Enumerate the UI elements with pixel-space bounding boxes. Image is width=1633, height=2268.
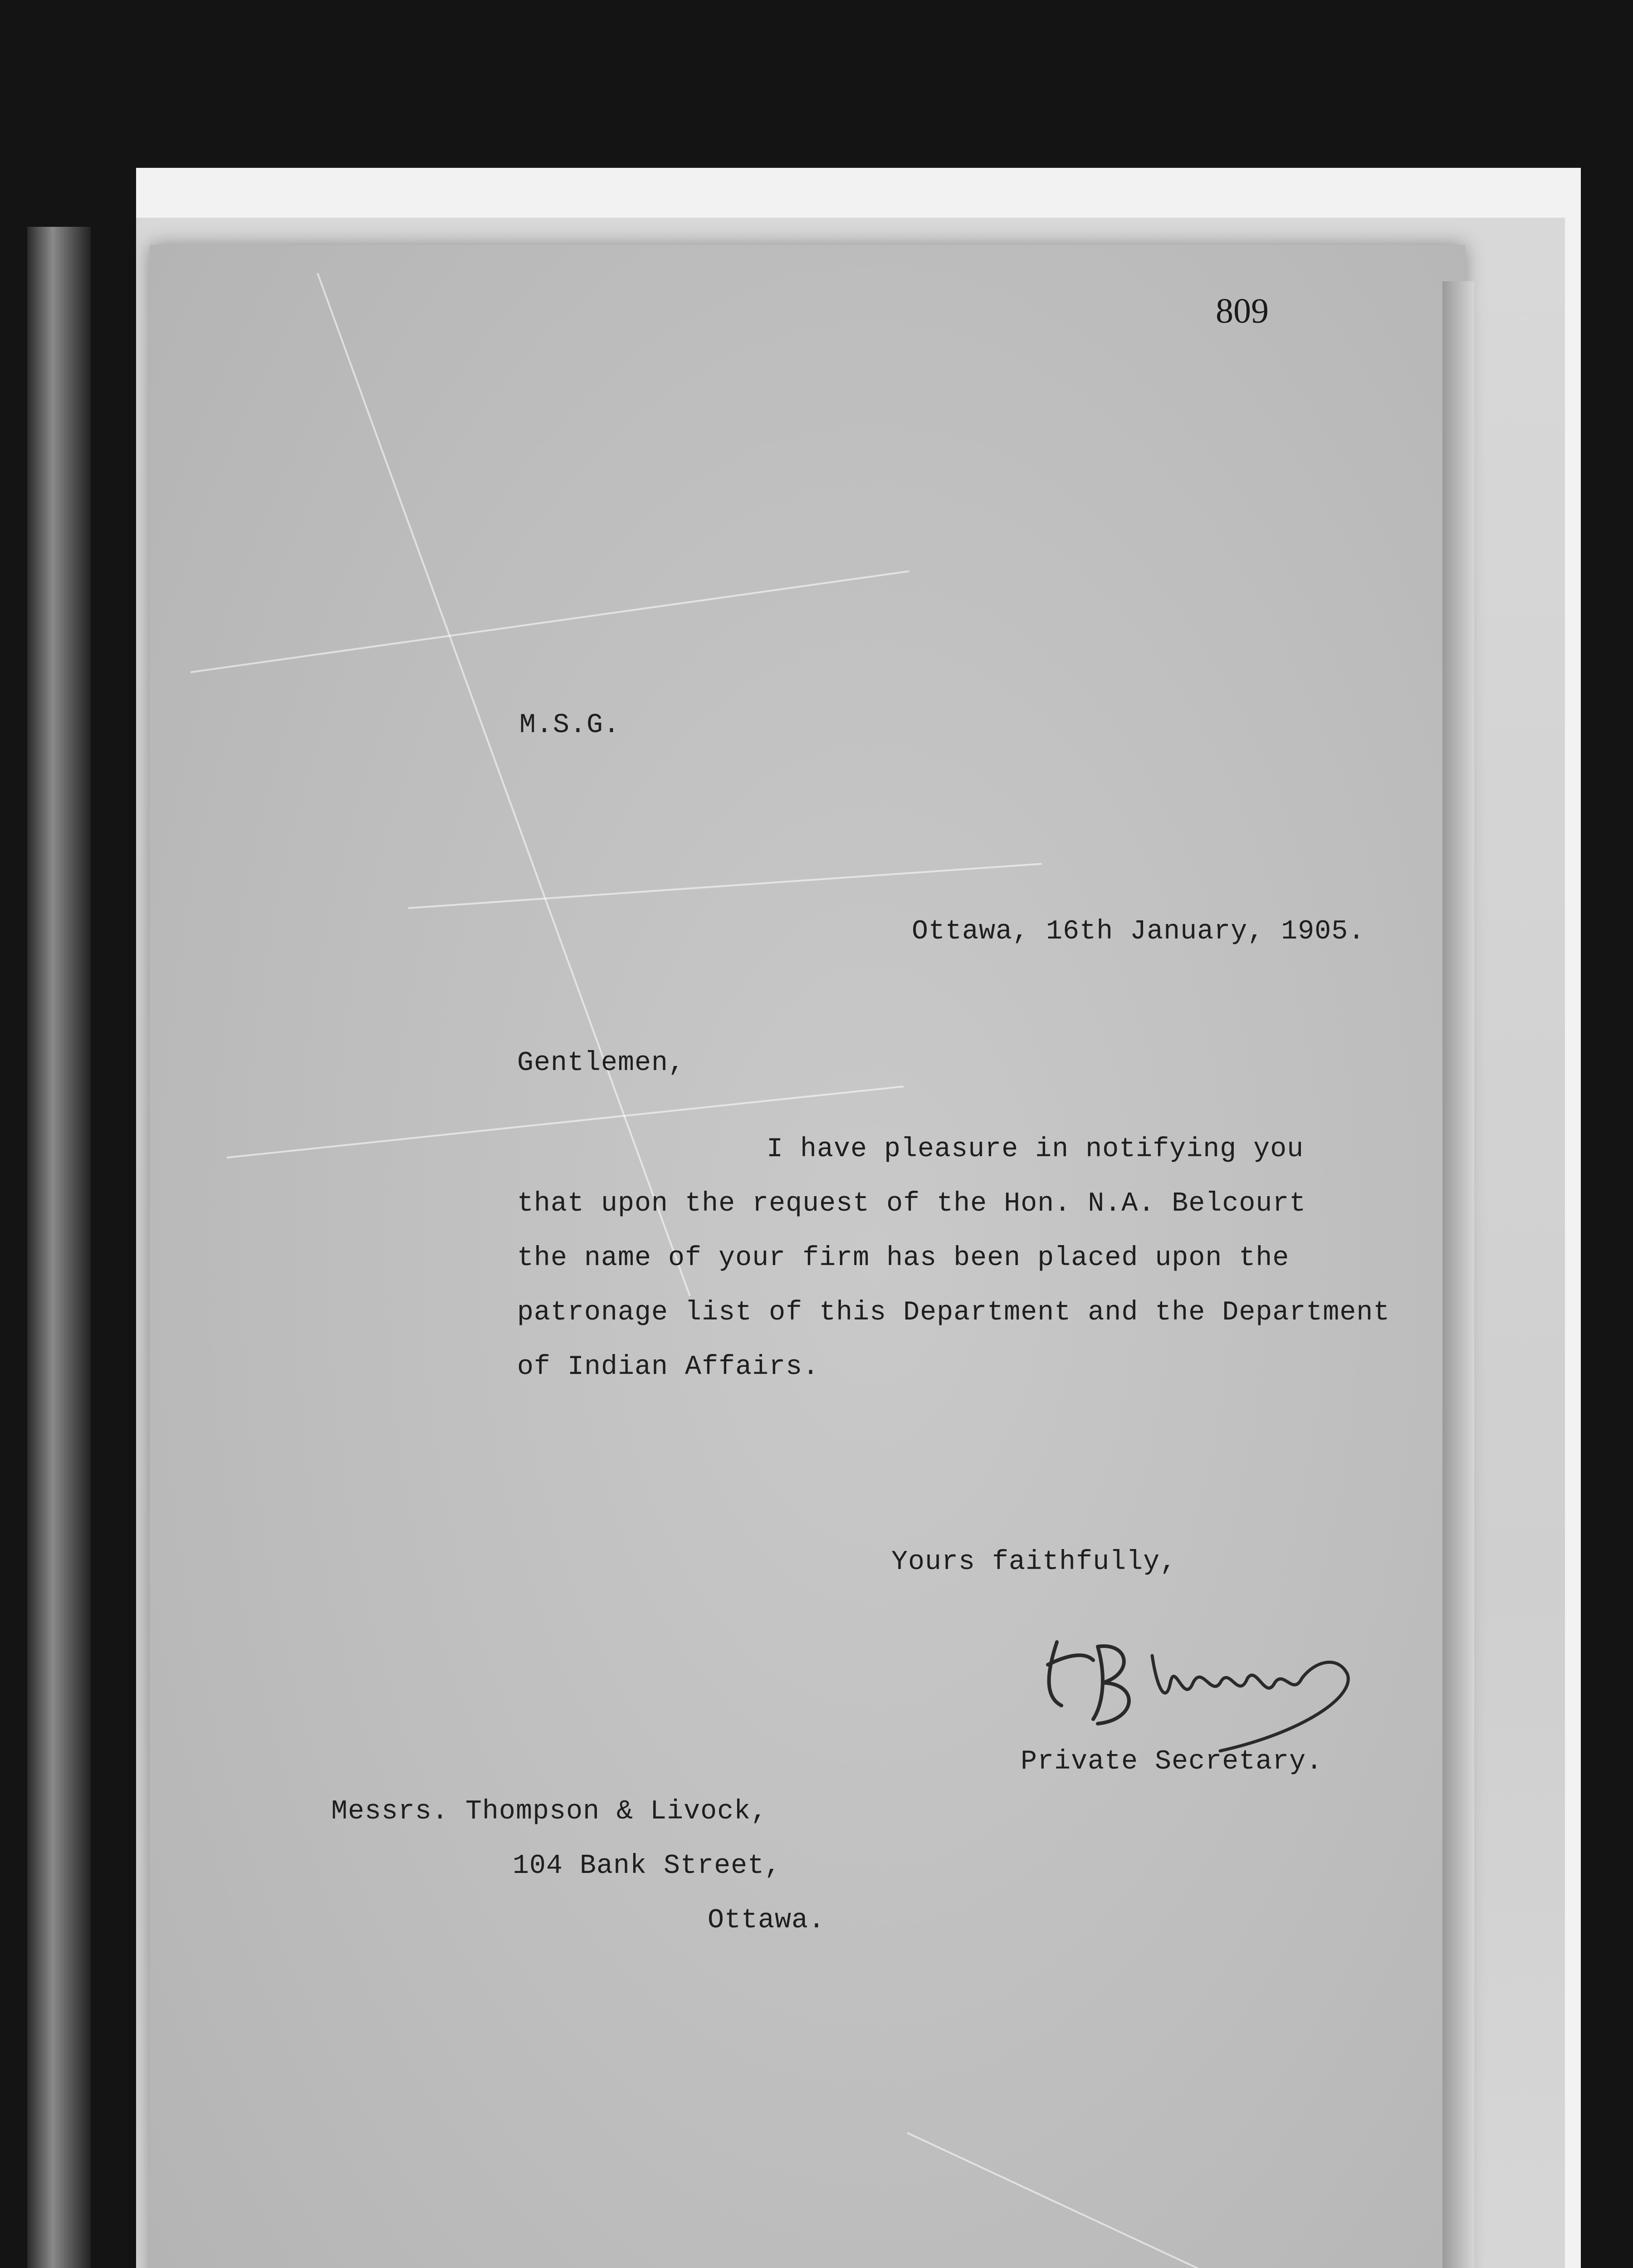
film-edge [27, 227, 91, 2268]
date-line: Ottawa, 16th January, 1905. [912, 916, 1365, 947]
salutation: Gentlemen, [517, 1048, 685, 1079]
body-line: that upon the request of the Hon. N.A. Belcourt [517, 1188, 1306, 1219]
signer-title: Private Secretary. [1021, 1746, 1323, 1777]
reference-initials: M.S.G. [519, 710, 621, 741]
recipient-line: 104 Bank Street, [513, 1851, 782, 1882]
sheet-edge [1442, 281, 1474, 2268]
recipient-line: Ottawa. [708, 1905, 826, 1936]
body-line: the name of your firm has been placed upon the [517, 1243, 1290, 1274]
recipient-line: Messrs. Thompson & Livock, [331, 1796, 768, 1827]
closing: Yours faithfully, [891, 1547, 1177, 1578]
body-line: patronage list of this Department and the Department [517, 1297, 1390, 1328]
body-line: of Indian Affairs. [517, 1352, 820, 1383]
page-number: 809 [1216, 291, 1269, 330]
handwritten-signature [1030, 1615, 1365, 1760]
body-line: I have pleasure in notifying you [767, 1134, 1304, 1165]
